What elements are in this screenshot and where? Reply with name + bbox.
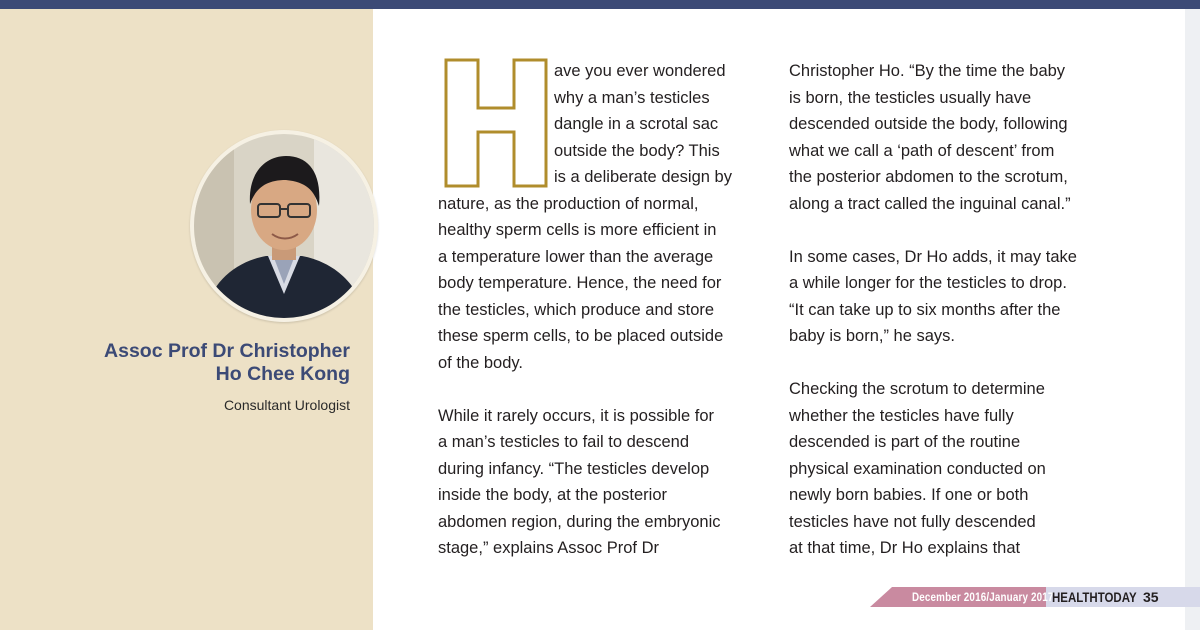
paragraph-line: the posterior abdomen to the scrotum, [789, 168, 1068, 186]
footer-magazine-name: HEALTHTODAY [1052, 589, 1137, 605]
paragraph-line: whether the testicles have fully [789, 406, 1014, 425]
footer-issue-date: December 2016/January 2017 [912, 590, 1054, 604]
paragraph-line: physical examination conducted on [789, 459, 1046, 478]
paragraph-line: “It can take up to six months after the [789, 300, 1061, 319]
paragraph-line: dangle in a scrotal sac [554, 115, 719, 133]
paragraph-line: While it rarely occurs, it is possible for [438, 406, 714, 425]
paragraph-break [789, 350, 1077, 377]
paragraph-line: is born, the testicles usually have [789, 88, 1032, 107]
paragraph-line: stage,” explains Assoc Prof Dr [438, 539, 660, 557]
profile-sidebar [0, 9, 373, 630]
paragraph-line: the testicles, which produce and store [438, 300, 715, 319]
article-column-2 [789, 58, 1077, 562]
doctor-name-line2: Ho Chee Kong [215, 363, 350, 385]
doctor-name [30, 340, 350, 386]
paragraph-line: these sperm cells, to be placed outside [438, 327, 724, 345]
article-column-1 [438, 58, 732, 562]
paragraph-line: is a deliberate design by [554, 168, 732, 186]
paragraph-line: a man’s testicles to fail to descend [438, 433, 689, 451]
paragraph-line: baby is born,” he says. [789, 327, 955, 345]
paragraph-line: abdomen region, during the embryonic [438, 512, 721, 531]
doctor-name-line1: Assoc Prof Dr Christopher [104, 340, 350, 362]
paragraph-line: outside the body? This [554, 141, 720, 160]
top-header-bar [0, 0, 1200, 9]
paragraph-line: what we call a ‘path of descent’ from [789, 141, 1055, 160]
paragraph-line: along a tract called the inguinal canal.” [789, 194, 1071, 213]
paragraph-line: descended outside the body, following [789, 115, 1068, 133]
paragraph-line: descended is part of the routine [789, 433, 1021, 451]
page-gutter [1185, 9, 1200, 630]
paragraph-line: Christopher Ho. “By the time the baby [789, 62, 1066, 80]
dropcap-text: H [444, 58, 445, 59]
paragraph-line: a while longer for the testicles to drop. [789, 274, 1067, 292]
paragraph-line: a temperature lower than the average [438, 247, 714, 266]
paragraph-line: healthy sperm cells is more efficient in [438, 221, 717, 239]
footer-page-number: 35 [1143, 589, 1159, 605]
doctor-role: Consultant Urologist [223, 397, 350, 413]
paragraph-line: why a man’s testicles [554, 88, 710, 107]
paragraph-line: Checking the scrotum to determine [789, 380, 1045, 398]
paragraph-break [438, 376, 732, 403]
paragraph-line: body temperature. Hence, the need for [438, 274, 722, 292]
paragraph-line: during infancy. “The testicles develop [438, 459, 710, 478]
paragraph-line: at that time, Dr Ho explains that [789, 539, 1021, 557]
paragraph-line: newly born babies. If one or both [789, 486, 1029, 504]
paragraph-break [789, 217, 1077, 244]
paragraph-line: of the body. [438, 353, 524, 372]
doctor-portrait-photo [194, 134, 374, 318]
paragraph-line: In some cases, Dr Ho adds, it may take [789, 247, 1077, 266]
paragraph-line: testicles have not fully descended [789, 512, 1036, 531]
paragraph-line: ave you ever wondered [554, 62, 726, 80]
paragraph-line: inside the body, at the posterior [438, 486, 668, 504]
paragraph-line: nature, as the production of normal, [438, 194, 699, 213]
